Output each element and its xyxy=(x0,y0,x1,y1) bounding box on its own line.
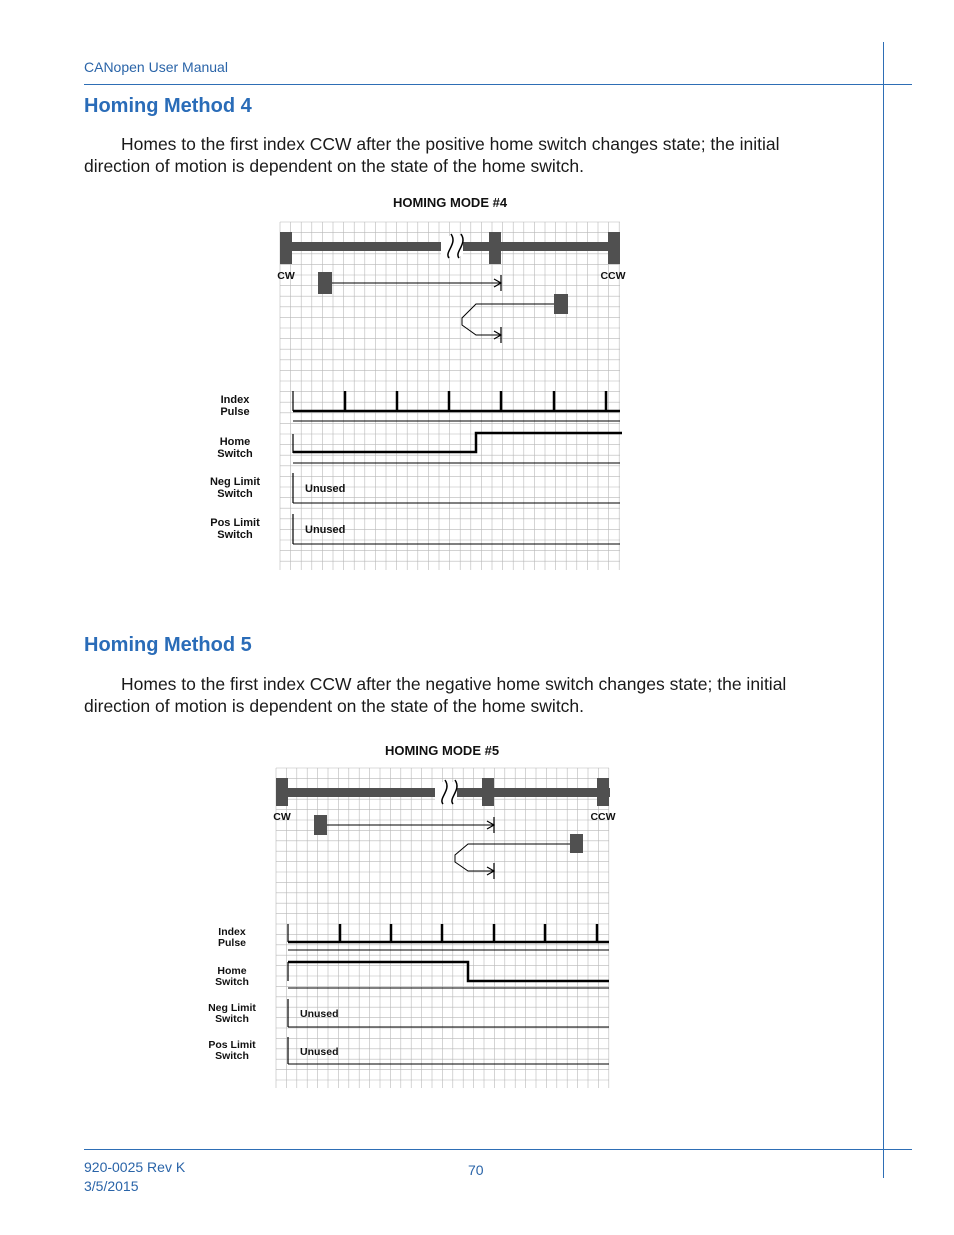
neg-limit-label-line1: Neg Limit xyxy=(208,1002,256,1014)
manual-title: CANopen User Manual xyxy=(84,59,228,75)
header-rule xyxy=(84,84,912,85)
right-margin-rule xyxy=(883,42,884,1178)
homing-mode-4-diagram xyxy=(200,188,640,578)
start-position-1 xyxy=(318,272,332,294)
neg-limit-label-line1: Neg Limit xyxy=(209,476,261,488)
home-switch-marker xyxy=(482,778,494,806)
home-switch-trace xyxy=(293,433,622,463)
cw-label: CW xyxy=(277,270,295,282)
cw-label: CW xyxy=(273,811,291,823)
move-arrow-2 xyxy=(455,844,570,871)
index-pulse-label-line1: Index xyxy=(218,926,246,938)
page-number: 70 xyxy=(468,1162,484,1178)
pos-limit-label-line1: Pos Limit xyxy=(210,517,260,529)
section-body-homing-method-4: Homes to the first index CCW after the positive home switch changes state; the initial direction of motion is dependent on the state of the home switch. xyxy=(84,134,780,176)
cw-end-stop xyxy=(276,778,288,806)
doc-date: 3/5/2015 xyxy=(84,1178,139,1194)
ccw-label: CCW xyxy=(590,811,616,823)
home-switch-marker xyxy=(489,232,501,264)
pos-limit-label-line1: Pos Limit xyxy=(208,1039,256,1051)
neg-limit-unused: Unused xyxy=(300,1008,339,1020)
diagram-title: HOMING MODE #5 xyxy=(384,743,500,758)
pos-limit-unused: Unused xyxy=(305,524,346,536)
index-pulse-trace xyxy=(293,391,620,421)
doc-number: 920-0025 Rev K xyxy=(84,1159,186,1175)
home-switch-label-line2: Switch xyxy=(215,976,249,988)
home-switch-label-line2: Switch xyxy=(217,448,253,460)
diagram-title: HOMING MODE #4 xyxy=(392,195,508,210)
home-switch-trace xyxy=(288,962,609,988)
neg-limit-label-line2: Switch xyxy=(215,1013,249,1025)
move-arrow-2 xyxy=(462,304,554,335)
index-pulse-label-line1: Index xyxy=(220,394,250,406)
signal-labels xyxy=(210,394,260,541)
ccw-end-stop xyxy=(608,232,620,264)
start-position-2 xyxy=(554,294,568,314)
section-heading-homing-method-5: Homing Method 5 xyxy=(84,634,252,656)
home-switch-label-line1: Home xyxy=(219,436,251,448)
footer-rule xyxy=(84,1149,912,1150)
index-pulse-label-line2: Pulse xyxy=(217,937,247,949)
start-position-2 xyxy=(570,834,583,853)
home-switch-label-line1: Home xyxy=(217,965,247,977)
ccw-end-stop xyxy=(597,778,609,806)
start-position-1 xyxy=(314,815,327,835)
pos-limit-label-line2: Switch xyxy=(215,1050,249,1062)
ccw-label: CCW xyxy=(600,270,626,282)
footer-doc-info xyxy=(84,1158,185,1196)
pos-limit-label-line2: Switch xyxy=(217,529,253,541)
index-pulse-trace xyxy=(288,924,609,950)
homing-mode-5-diagram xyxy=(196,737,636,1097)
neg-limit-unused: Unused xyxy=(305,483,346,495)
index-pulse-label-line2: Pulse xyxy=(220,406,250,418)
signal-labels xyxy=(208,926,256,1062)
neg-limit-label-line2: Switch xyxy=(217,488,253,500)
pos-limit-unused: Unused xyxy=(300,1046,339,1058)
cw-end-stop xyxy=(280,232,292,264)
section-body-homing-method-5: Homes to the first index CCW after the negative home switch changes state; the initial direction of motion is dependent on the state of the home switch. xyxy=(84,674,787,716)
section-heading-homing-method-4: Homing Method 4 xyxy=(84,95,252,117)
